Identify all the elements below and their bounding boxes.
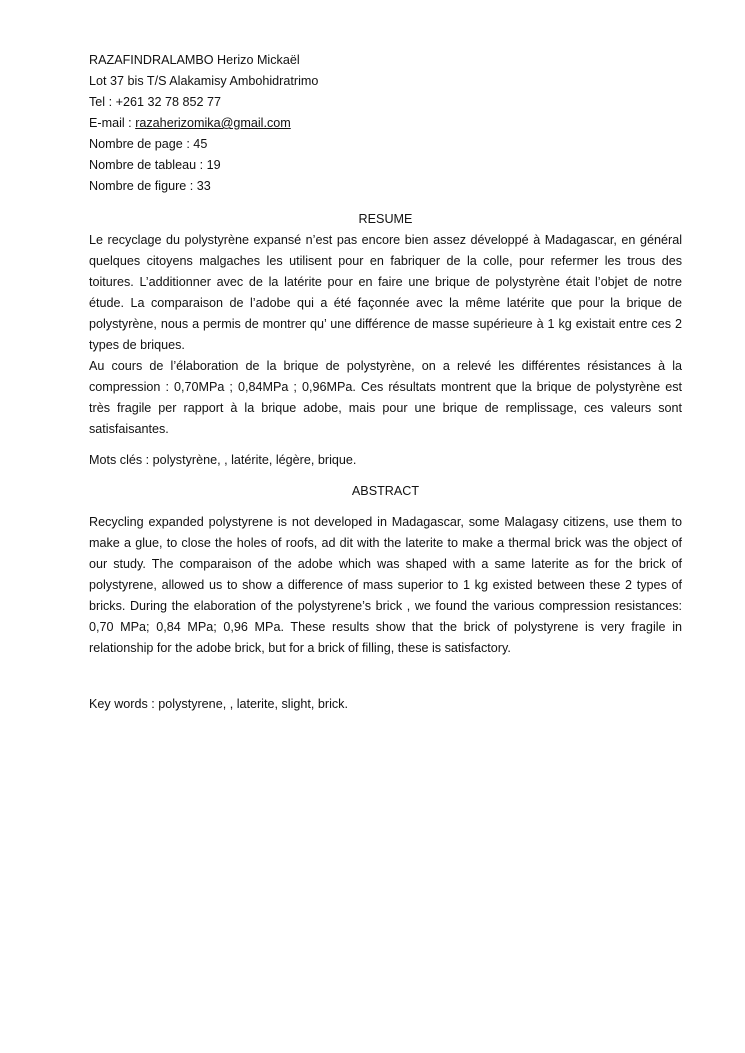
table-count: Nombre de tableau : 19 bbox=[89, 158, 221, 172]
abstract-keywords: Key words : polystyrene, , laterite, slight, brick. bbox=[89, 697, 348, 711]
figure-count: Nombre de figure : 33 bbox=[89, 179, 211, 193]
page-count: Nombre de page : 45 bbox=[89, 137, 208, 151]
email-label: E-mail : bbox=[89, 116, 136, 130]
author-block bbox=[89, 50, 682, 197]
phone-label: Tel : bbox=[89, 95, 116, 109]
phone-value: +261 32 78 852 77 bbox=[115, 95, 222, 109]
resume-keywords: Mots clés : polystyrène, , latérite, légère, brique. bbox=[89, 453, 357, 467]
email-link[interactable]: razaherizomika@gmail.com bbox=[135, 116, 291, 130]
document-page bbox=[89, 50, 682, 715]
author-phone bbox=[89, 92, 682, 113]
abstract-heading: ABSTRACT bbox=[351, 484, 420, 498]
author-email bbox=[89, 113, 682, 134]
author-name: RAZAFINDRALAMBO Herizo Mickaël bbox=[89, 53, 300, 67]
resume-heading: RESUME bbox=[358, 212, 413, 226]
abstract-paragraph: Recycling expanded polystyrene is not developed in Madagascar, some Malagasy citizens, use them to make a glue, to close the holes of roofs, ad dit with the laterite to make a thermal brick was the object of our study. The comparaison of the adobe which was shaped with a same laterite as for the brick of polystyrene, allowed us to show a difference of mass superior to 1 kg existed between these 2 types of bricks. During the elaboration of the polystyrene’s brick , we found the various compression resistances: 0,70 MPa; 0,84 MPa; 0,96 MPa. These results show that the brick of polystyrene is very fragile in relationship for the adobe brick, but for a brick of filling, these is satisfactory. bbox=[89, 515, 682, 655]
author-address: Lot 37 bis T/S Alakamisy Ambohidratrimo bbox=[89, 74, 319, 88]
resume-paragraph-2: Au cours de l’élaboration de la brique de polystyrène, on a relevé les différentes résistances à la compression : 0,70MPa ; 0,84MPa ; 0,96MPa. Ces résultats montrent que la brique de polystyrène est très fragile per rapport à la brique adobe, mais pour une brique de remplissage, ces valeurs sont satisfaisantes. bbox=[89, 359, 682, 436]
resume-paragraph-1: Le recyclage du polystyrène expansé n’est pas encore bien assez développé à Madagascar, en général quelques citoyens malgaches les utilisent pour en fabriquer de la colle, pour refermer les trous des toitures. L’additionner avec de la latérite pour en faire une brique de polystyrène était l’objet de notre étude. La comparaison de l’adobe qui a été façonnée avec la même latérite que pour la brique de polystyrène, nous a permis de montrer qu’ une différence de masse supérieure à 1 kg existait entre ces 2 types de briques. bbox=[89, 233, 682, 352]
